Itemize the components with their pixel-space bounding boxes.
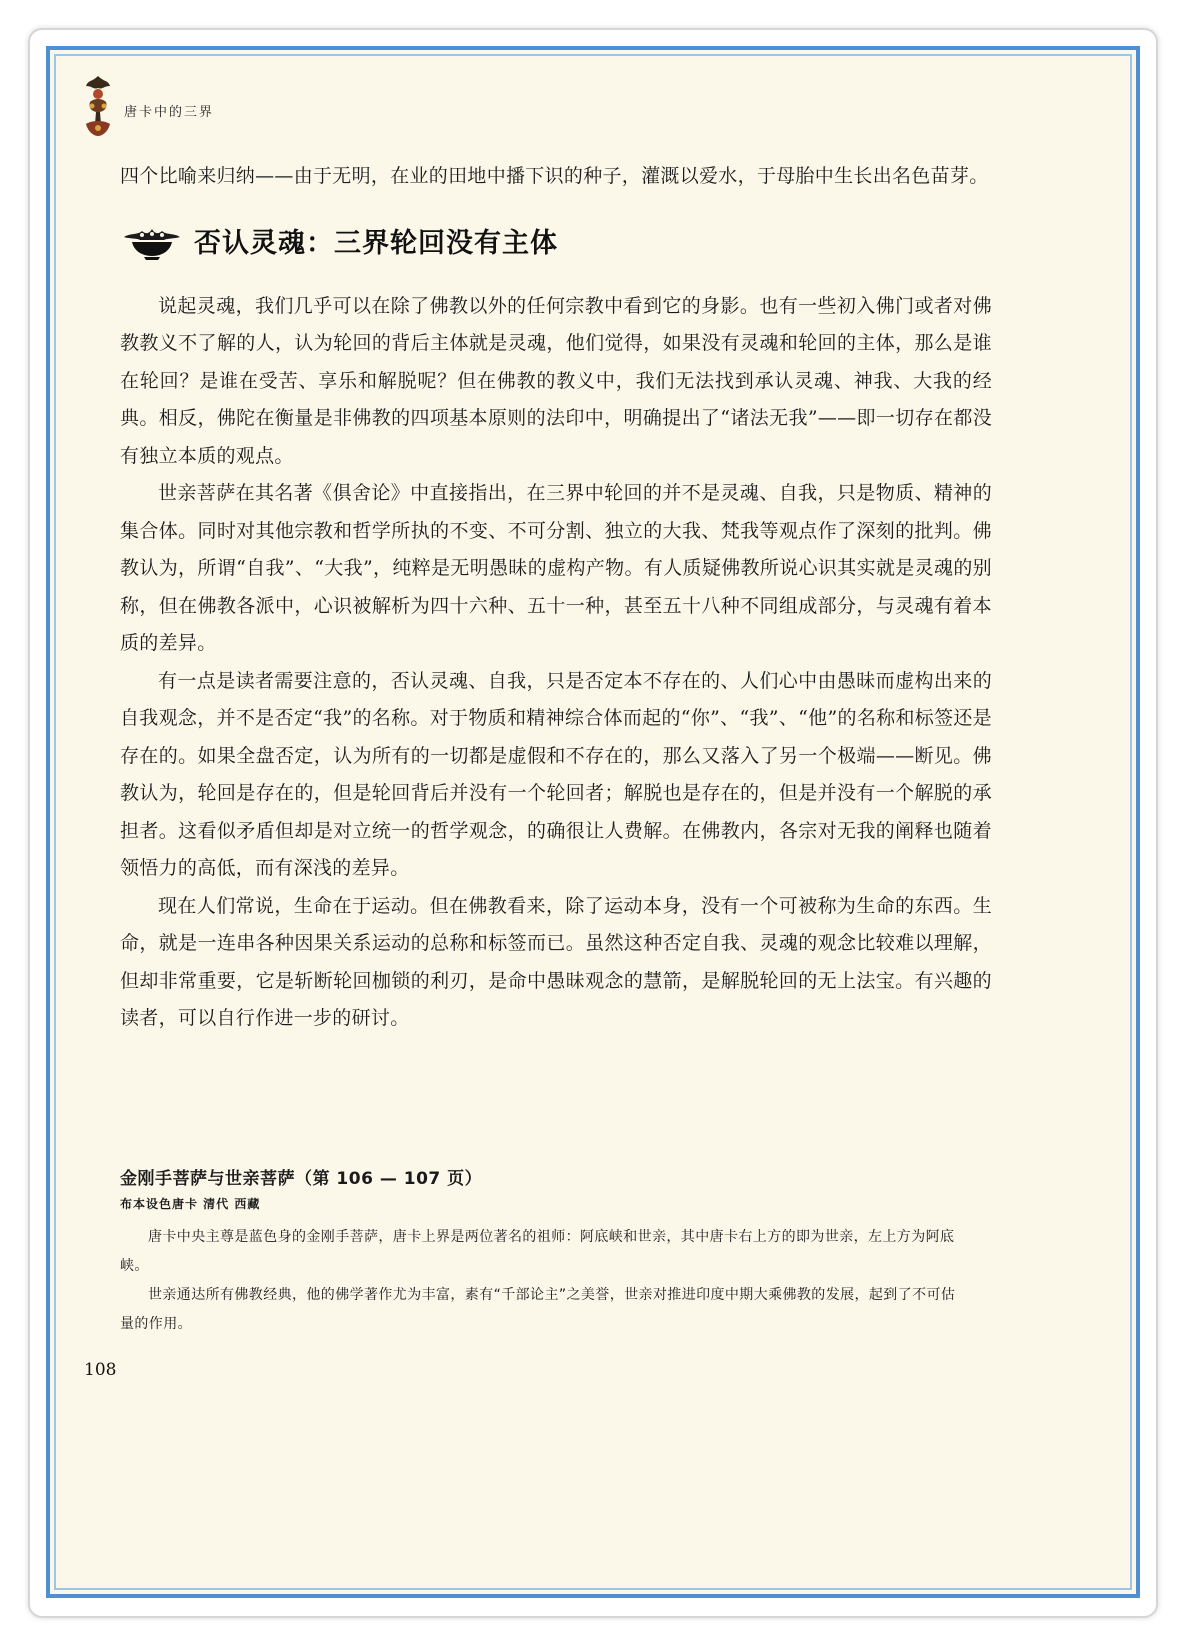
caption-paragraph: 唐卡中央主尊是蓝色身的金刚手菩萨，唐卡上界是两位著名的祖师：阿底峡和世亲，其中唐卡右上方的即为世亲，左上方为阿底峡。 bbox=[120, 1229, 955, 1274]
body-paragraph: 现在人们常说，生命在于运动。但在佛教看来，除了运动本身，没有一个可被称为生命的东西。生命，就是一连串各种因果关系运动的总称和标签而已。虽然这种否定自我、灵魂的观念比较难以理解，但却非常重要，它是斩断轮回枷锁的利刃，是命中愚昧观念的慧箭，是解脱轮回的无上法宝。有兴趣的读者，可以自行作进一步的研讨。 bbox=[120, 894, 992, 1029]
caption-paragraph: 世亲通达所有佛教经典，他的佛学著作尤为丰富，素有“千部论主”之美誉，世亲对推进印度中期大乘佛教的发展，起到了不可估量的作用。 bbox=[120, 1287, 956, 1332]
intro-paragraph: 四个比喻来归纳——由于无明，在业的田地中播下识的种子，灌溉以爱水，于母胎中生长出名色苗芽。 bbox=[120, 165, 989, 187]
body-paragraph: 世亲菩萨在其名著《俱舍论》中直接指出，在三界中轮回的并不是灵魂、自我，只是物质、精神的集合体。同时对其他宗教和哲学所执的不变、不可分割、独立的大我、梵我等观点作了深刻的批判。佛教认为，所谓“自我”、“大我”，纯粹是无明愚昧的虚构产物。有人质疑佛教所说心识其实就是灵魂的别称，但在佛教各派中，心识被解析为四十六种、五十一种，甚至五十八种不同组成部分，与灵魂有着本质的差异。 bbox=[120, 482, 992, 654]
running-head-title: 唐卡中的三界 bbox=[124, 105, 215, 120]
body-paragraph: 说起灵魂，我们几乎可以在除了佛教以外的任何宗教中看到它的身影。也有一些初入佛门或者对佛教教义不了解的人，认为轮回的背后主体就是灵魂，他们觉得，如果没有灵魂和轮回的主体，那么是谁在轮回？是谁在受苦、享乐和解脱呢？但在佛教的教义中，我们无法找到承认灵魂、神我、大我的经典。相反，佛陀在衡量是非佛教的四项基本原则的法印中，明确提出了“诸法无我”——即一切存在都没有独立本质的观点。 bbox=[120, 294, 992, 467]
body-paragraph: 有一点是读者需要注意的，否认灵魂、自我，只是否定本不存在的、人们心中由愚昧而虚构出来的自我观念，并不是否定“我”的名称。对于物质和精神综合体而起的“你”、“我”、“他”的名称和标签还是存在的。如果全盘否定，认为所有的一切都是虚假和不存在的，那么又落入了另一个极端——断见。佛教认为，轮回是存在的，但是轮回背后并没有一个轮回者；解脱也是存在的，但是并没有一个解脱的承担者。这看似矛盾但却是对立统一的哲学观念，的确很让人费解。在佛教内，各宗对无我的阐释也随着领悟力的高低，而有深浅的差异。 bbox=[120, 669, 992, 879]
caption-subtitle: 布本设色唐卡 清代 西藏 bbox=[120, 1197, 261, 1211]
page-number: 108 bbox=[84, 1360, 117, 1380]
caption-title: 金刚手菩萨与世亲菩萨（第 106 — 107 页） bbox=[120, 1169, 483, 1189]
caption-body bbox=[120, 1223, 960, 1339]
running-head bbox=[78, 62, 214, 142]
figure-caption bbox=[120, 1165, 960, 1339]
bowl-ornament-icon bbox=[120, 227, 184, 261]
section-heading bbox=[120, 222, 992, 266]
ornament-icon bbox=[78, 72, 118, 142]
main-text bbox=[120, 158, 992, 1038]
section-heading-text: 否认灵魂：三界轮回没有主体 bbox=[194, 227, 558, 259]
